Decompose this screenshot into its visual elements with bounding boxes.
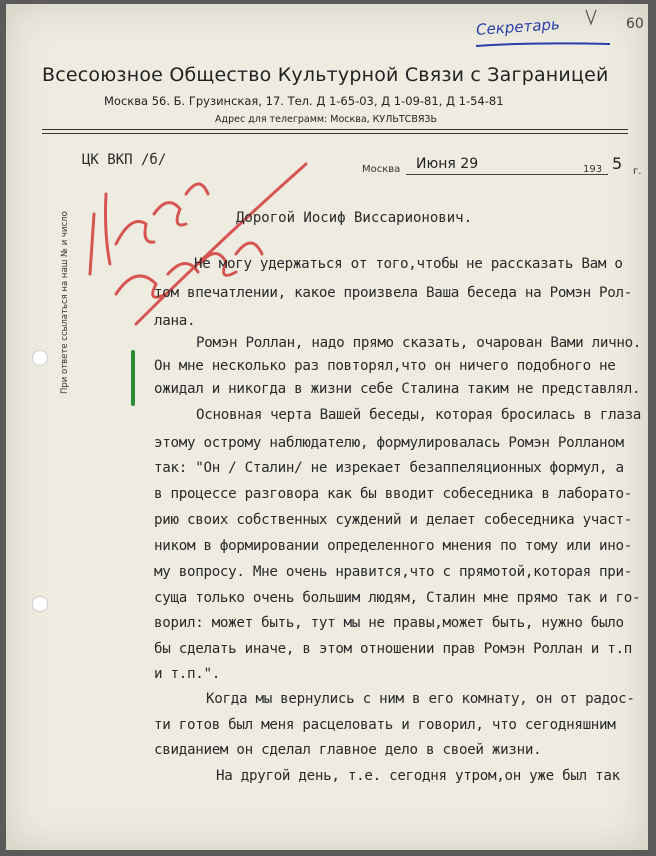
year-digit: 5	[612, 154, 623, 173]
letter-line: этому острому наблюдателю, формулировалась Ромэн Ролланом	[154, 435, 624, 451]
letter-line: ожидал и никогда в жизни себе Сталина таким не представлял.	[154, 381, 641, 397]
red-pencil-note	[76, 154, 316, 334]
page-number: 60	[626, 16, 644, 32]
check-mark-icon	[584, 8, 598, 26]
telegram-address: Адрес для телеграмм: Москва, КУЛЬТСВЯЗЬ	[215, 114, 438, 125]
letter-line: в процессе разговора как бы вводит собеседника в лаборато-	[154, 486, 633, 502]
year-prefix: 193	[583, 164, 603, 175]
year-suffix: г.	[633, 166, 642, 177]
letter-line: рию своих собственных суждений и делает собеседника участ-	[154, 512, 633, 528]
organization-name: Всесоюзное Общество Культурной Связи с Заграницей	[42, 64, 609, 86]
letter-line: бы сделать иначе, в этом отношении прав Ромэн Роллан и т.п	[154, 641, 633, 657]
letter-line: лана.	[154, 313, 196, 329]
letter-line: ником в формировании определенного мнения по тому или ино-	[154, 538, 633, 554]
letter-line: ворил: может быть, тут мы не правы,может быть, нужно было	[154, 615, 624, 631]
letter-line: свиданием он сделал главное дело в своей жизни.	[154, 742, 542, 758]
header-rule	[42, 133, 628, 134]
place-label: Москва	[362, 164, 401, 175]
recipient: ЦК ВКП /б/	[82, 152, 167, 168]
date-line	[406, 174, 608, 175]
green-margin-mark	[128, 350, 138, 406]
blue-handwritten-note: Секретарь	[475, 15, 561, 39]
letter-line: ти готов был меня расцеловать и говорил, что сегодняшним	[154, 717, 616, 733]
reference-note: При ответе ссылаться на наш № и число	[60, 211, 70, 394]
punch-hole	[32, 350, 48, 366]
letter-page	[6, 4, 648, 850]
letter-line: Он мне несколько раз повторял,что он ничего подобного не	[154, 358, 616, 374]
blue-underline	[474, 40, 614, 50]
letter-line: Не могу удержаться от того,чтобы не рассказать Вам о	[194, 256, 623, 272]
organization-address: Москва 56. Б. Грузинская, 17. Тел. Д 1-65-03, Д 1-09-81, Д 1-54-81	[104, 94, 504, 108]
punch-hole	[32, 596, 48, 612]
header-rule	[42, 129, 628, 130]
letter-line: том впечатлении, какое произвела Ваша беседа на Ромэн Рол-	[154, 285, 633, 301]
letter-line: так: "Он / Сталин/ не изрекает безаппеляционных формул, а	[154, 460, 624, 476]
letter-line: Ромэн Роллан, надо прямо сказать, очарован Вами лично.	[196, 335, 642, 351]
salutation: Дорогой Иосиф Виссарионович.	[236, 210, 473, 226]
letter-line: Когда мы вернулись с ним в его комнату, он от радос-	[206, 691, 635, 707]
letter-line: и т.п.".	[154, 666, 220, 682]
letter-line: му вопросу. Мне очень нравится,что с прямотой,которая при-	[154, 564, 633, 580]
letter-line: На другой день, т.е. сегодня утром,он уже был так	[216, 768, 620, 784]
letter-line: суща только очень большим людям, Сталин мне прямо так и го-	[154, 590, 641, 606]
handwritten-date: Июня 29	[416, 156, 479, 172]
letter-line: Основная черта Вашей беседы, которая бросилась в глаза	[196, 407, 642, 423]
